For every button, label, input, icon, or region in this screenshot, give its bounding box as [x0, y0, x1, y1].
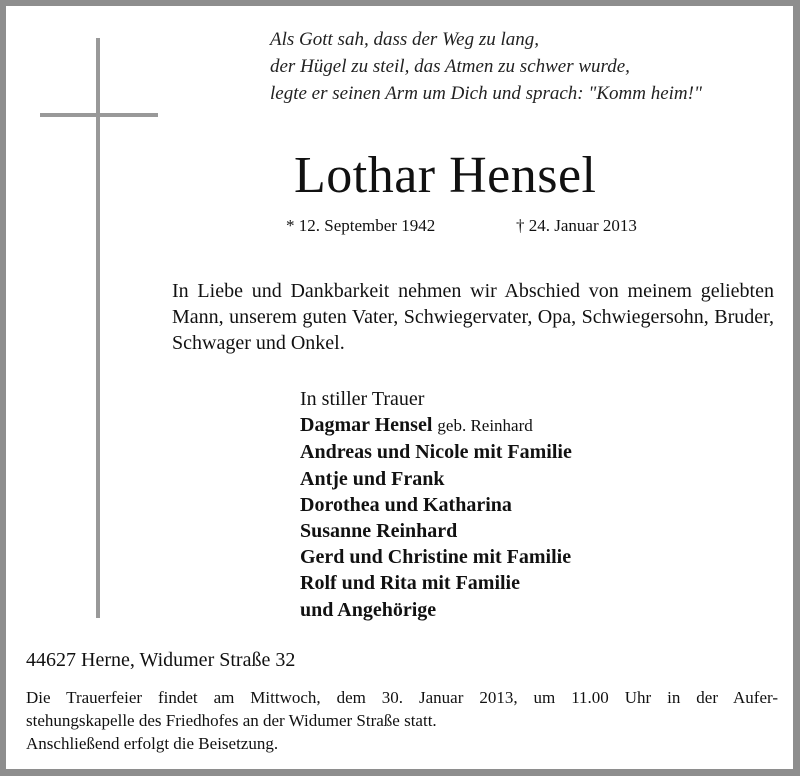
obituary-notice — [6, 6, 793, 769]
mourner-entry: Rolf und Rita mit Familie — [300, 572, 520, 595]
mourners-list — [300, 386, 572, 623]
cross-icon — [96, 38, 100, 618]
poem-line: Als Gott sah, dass der Weg zu lang, — [270, 29, 540, 50]
farewell-text: In Liebe und Dankbarkeit nehmen wir Abschied von meinem geliebten Mann, unserem guten Vater, Schwiegervater, Opa, Schwiegersohn, Bruder, Schwager und Onkel. — [172, 280, 774, 354]
birth-date: * 12. September 1942 — [286, 216, 436, 235]
spouse-name: Dagmar Hensel — [300, 414, 433, 437]
poem-line: der Hügel zu steil, das Atmen zu schwer wurde, — [270, 56, 630, 77]
mourner-entry: Andreas und Nicole mit Familie — [300, 441, 572, 464]
mourner-entry: Dorothea und Katharina — [300, 493, 512, 516]
mourner-entry: Susanne Reinhard — [300, 520, 458, 543]
cross-icon-crossbar — [40, 113, 158, 117]
mourner-entry: Gerd und Christine mit Familie — [300, 546, 572, 569]
poem — [270, 26, 702, 107]
funeral-notice — [26, 686, 778, 755]
funeral-notice-line: stehungskapelle des Friedhofes an der Widumer Straße statt. — [26, 711, 437, 730]
funeral-notice-line: Anschließend erfolgt die Beisetzung. — [26, 734, 279, 753]
mourner-entry: und Angehörige — [300, 598, 437, 621]
spouse-maiden-name: geb. Reinhard — [437, 416, 533, 436]
poem-line: legte er seinen Arm um Dich und sprach: "Komm heim!" — [270, 83, 702, 104]
death-date: † 24. Januar 2013 — [516, 216, 637, 235]
spouse-line — [300, 412, 572, 439]
deceased-name: Lothar Hensel — [294, 147, 597, 204]
mourning-heading: In stiller Trauer — [300, 388, 425, 410]
family-address: 44627 Herne, Widumer Straße 32 — [26, 649, 296, 671]
mourner-entry: Antje und Frank — [300, 467, 445, 490]
funeral-notice-line: Die Trauerfeier findet am Mittwoch, dem 30. Januar 2013, um 11.00 Uhr in der Aufer- — [26, 688, 778, 707]
